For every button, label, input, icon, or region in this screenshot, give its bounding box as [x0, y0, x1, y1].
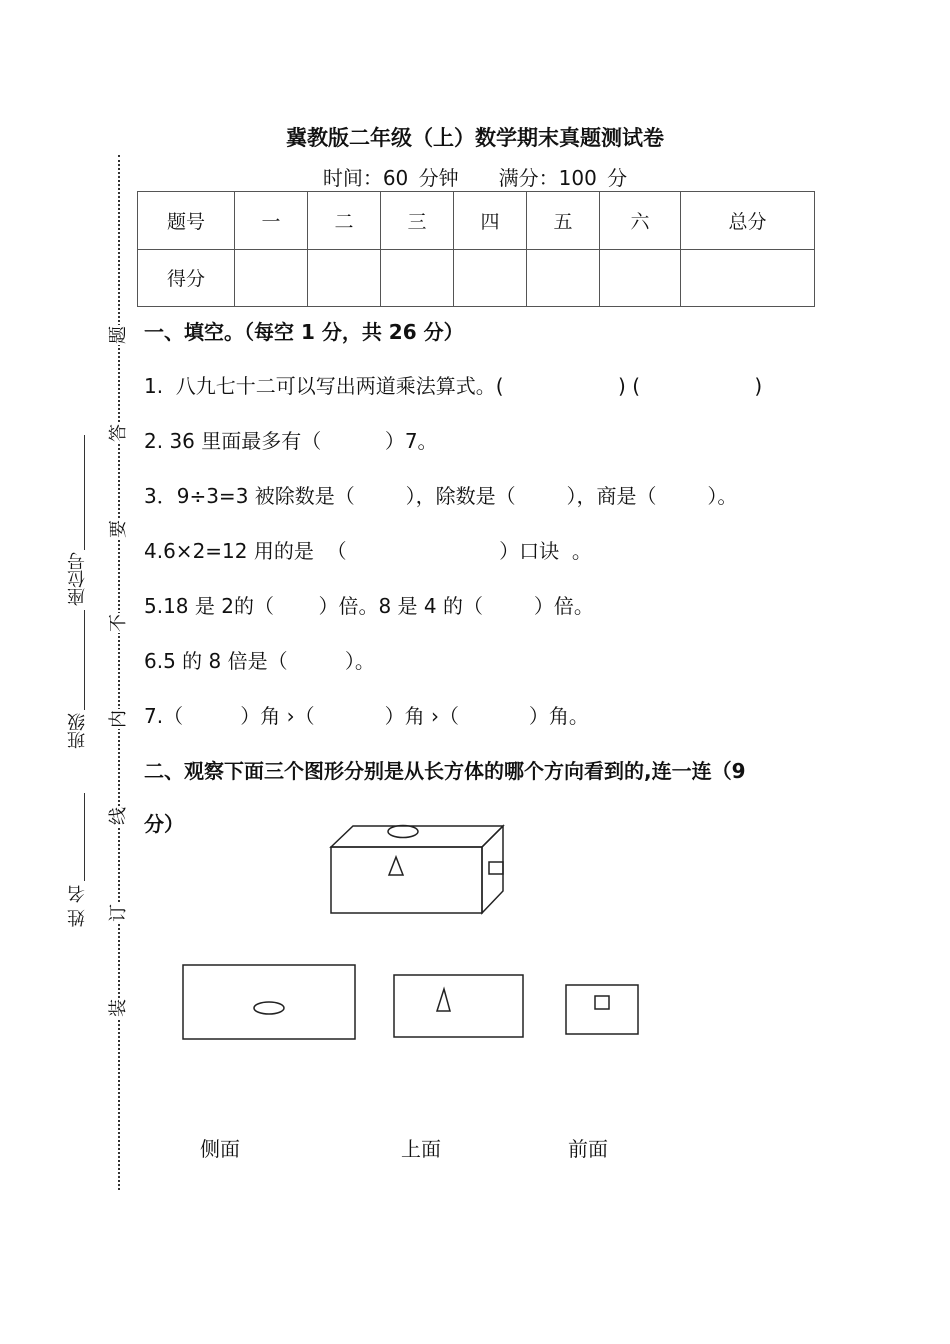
- exam-full-score: 满分：100 分: [498, 166, 628, 190]
- question-3: 3．9÷3=3 被除数是（ ），除数是（ ），商是（ ）。: [144, 484, 738, 508]
- section1-heading: 一、填空。（每空 1 分，共 26 分）: [144, 320, 464, 344]
- question-2: 2. 36 里面最多有（ ）7。: [144, 429, 438, 453]
- score-header-cell: 四: [454, 192, 527, 250]
- score-cell[interactable]: [527, 249, 600, 307]
- exam-info: [0, 162, 950, 191]
- score-header-cell: 五: [527, 192, 600, 250]
- binding-dotted-line: [118, 155, 120, 1190]
- triangle-icon: [437, 989, 450, 1011]
- binding-hint: 装: [104, 998, 130, 1018]
- question-6: 6.5 的 8 倍是（ ）。: [144, 649, 375, 673]
- seat-number-label: 座位号: [67, 552, 88, 606]
- score-cell[interactable]: [454, 249, 527, 307]
- square-icon: [489, 862, 503, 874]
- score-table-header-row: [138, 192, 815, 250]
- section2-heading: 二、观察下面三个图形分别是从长方体的哪个方向看到的,连一连（9: [144, 759, 746, 783]
- label-top-view[interactable]: 上面: [401, 1137, 441, 1161]
- score-table-score-row: [138, 249, 815, 307]
- name-line: [84, 793, 85, 881]
- seat-number-line: [84, 435, 85, 550]
- score-header-cell: 三: [381, 192, 454, 250]
- binding-hint: 要: [104, 519, 130, 539]
- score-header-cell: 六: [600, 192, 681, 250]
- question-4: 4.6×2=12 用的是 （ ）口诀 。: [144, 539, 592, 563]
- score-cell[interactable]: [235, 249, 308, 307]
- triangle-icon: [389, 857, 403, 875]
- cuboid-side-face: [482, 826, 503, 913]
- view-triangle[interactable]: [391, 972, 527, 1040]
- exam-time: 时间：60 分钟: [322, 166, 459, 190]
- square-icon: [595, 996, 609, 1009]
- score-cell[interactable]: [381, 249, 454, 307]
- ellipse-icon: [388, 826, 418, 838]
- binding-hint: 不: [104, 613, 130, 633]
- binding-hint: 内: [104, 709, 130, 729]
- cuboid-front-face: [331, 847, 482, 913]
- score-cell[interactable]: [681, 249, 815, 307]
- page-title: 冀教版二年级（上）数学期末真题测试卷: [286, 126, 664, 150]
- label-side-view[interactable]: 侧面: [200, 1137, 240, 1161]
- score-cell[interactable]: [600, 249, 681, 307]
- score-header-cell: 二: [308, 192, 381, 250]
- cuboid-figure: [320, 815, 520, 925]
- score-cell[interactable]: [308, 249, 381, 307]
- score-table: [137, 191, 815, 307]
- label-front-view[interactable]: 前面: [568, 1137, 608, 1161]
- view-square[interactable]: [563, 982, 643, 1038]
- section2-heading-cont: 分）: [144, 812, 184, 836]
- ellipse-icon: [254, 1002, 284, 1014]
- binding-hint: 线: [104, 806, 130, 826]
- name-label: 姓 名: [67, 885, 88, 927]
- view-ellipse[interactable]: [180, 962, 360, 1044]
- score-row-label: 得分: [138, 249, 235, 307]
- score-header-cell: 总分: [681, 192, 815, 250]
- class-line: [84, 610, 85, 710]
- binding-hint: 答: [104, 423, 130, 443]
- question-1: 1. 八九七十二可以写出两道乘法算式。( ) ( ): [144, 374, 763, 398]
- question-7: 7.（ ）角 ›（ ）角 ›（ ）角。: [144, 704, 589, 728]
- binding-hint: 订: [104, 903, 130, 923]
- class-label: 班级: [67, 713, 88, 749]
- question-5: 5.18 是 2的（ ）倍。8 是 4 的（ ）倍。: [144, 594, 594, 618]
- binding-hint: 题: [104, 325, 130, 345]
- score-header-cell: 一: [235, 192, 308, 250]
- score-header-cell: 题号: [138, 192, 235, 250]
